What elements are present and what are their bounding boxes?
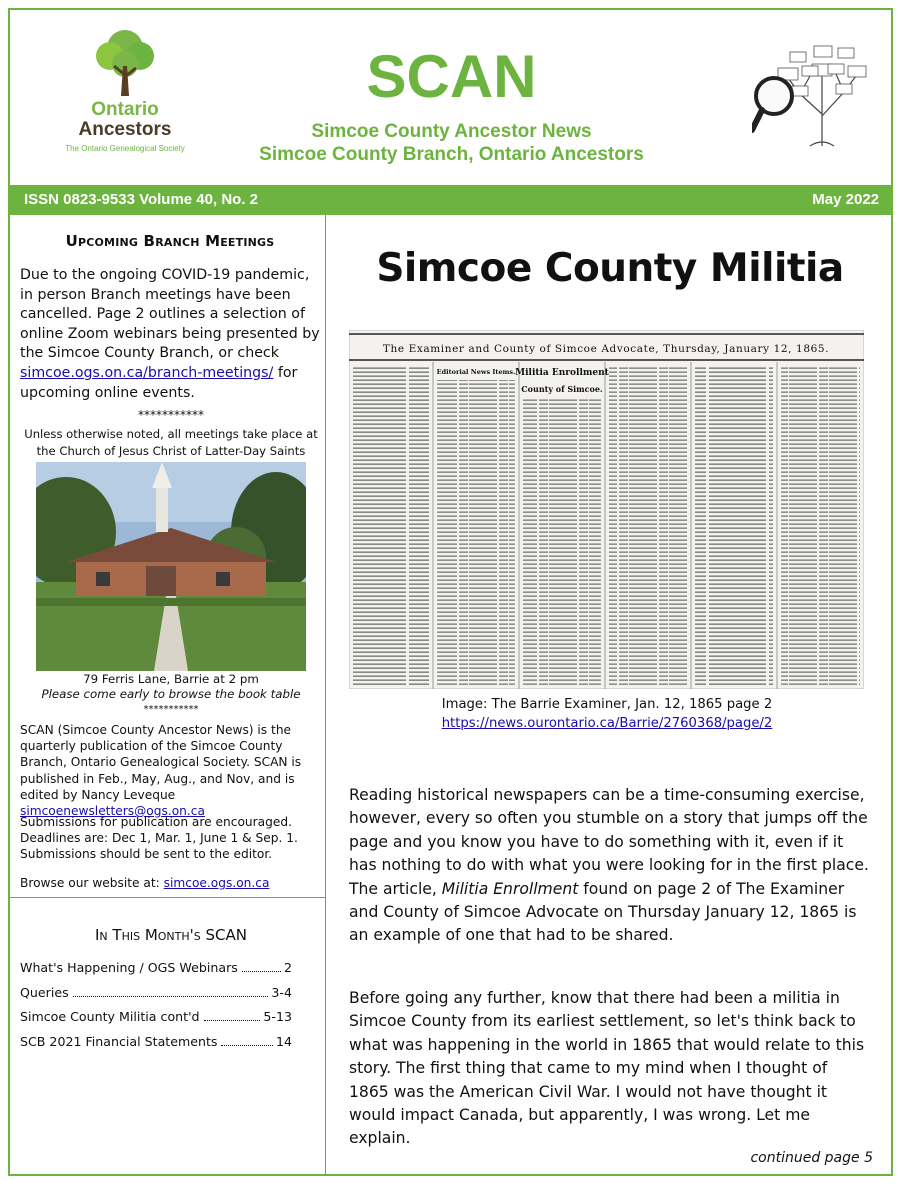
paragraph-text: found on page 2 of The Examiner and County of Simcoe Advocate on Thursday January 12, 1865 is an example of one that had to be shared. xyxy=(349,879,857,945)
toc-item[interactable] xyxy=(20,960,292,985)
church-address: 79 Ferris Lane, Barrie at 2 pm xyxy=(83,672,259,686)
image-caption xyxy=(348,695,866,733)
newspaper-masthead: The Examiner and County of Simcoe Advocate, Thursday, January 12, 1865. xyxy=(382,343,830,355)
continued-note: continued page 5 xyxy=(750,1150,873,1166)
website-link[interactable]: simcoe.ogs.on.ca xyxy=(163,876,270,890)
toc-item-title: SCB 2021 Financial Statements xyxy=(20,1033,218,1049)
toc-heading-text: In This Month's SCAN xyxy=(94,926,248,944)
article-title: Simcoe County Militia xyxy=(376,246,844,291)
website-label: Browse our website at: xyxy=(20,876,164,890)
logo-ontario-text: Ontario xyxy=(91,99,159,120)
meeting-location-note: Unless otherwise noted, all meetings take place at the Church of Jesus Christ of Latter-Day Saints xyxy=(24,427,318,458)
image-source-link[interactable]: https://news.ourontario.ca/Barrie/2760368/page/2 xyxy=(441,716,773,731)
church-photo xyxy=(36,462,306,671)
toc-item-title: Queries xyxy=(20,984,69,1000)
meetings-text: Due to the ongoing COVID-19 pandemic, in person Branch meetings have been cancelled. Page 2 outlines a selection of online Zoom webinars being presented by the Simcoe County Branch, or check xyxy=(20,267,320,362)
toc-item-title: Simcoe County Militia cont'd xyxy=(20,1009,200,1024)
meetings-heading xyxy=(20,232,320,250)
toc-leader xyxy=(204,1020,261,1021)
toc-leader xyxy=(242,971,281,972)
family-tree-magnifier-icon xyxy=(752,34,870,152)
toc-item[interactable] xyxy=(20,985,292,1010)
article-paragraph: Before going any further, know that there had been a militia in Simcoe County from its earliest settlement, so let's think back to what was happening in the world in 1865 that would relate to this story. The first thing that came to my mind when I thought of 1865 was the American Civil War. I would not have thought it would impact Canada, but apparently, I was wrong. Let me explain. xyxy=(349,989,865,1148)
branch-meetings-link[interactable]: simcoe.ogs.on.ca/branch-meetings/ xyxy=(20,364,274,381)
separator-stars-2: *********** xyxy=(143,704,199,715)
issue-date: May 2022 xyxy=(812,191,879,208)
newspaper-subsection-heading: County of Simcoe. xyxy=(521,384,603,394)
toc-item-page: 2 xyxy=(283,960,292,975)
toc-heading xyxy=(20,926,322,944)
toc-leader xyxy=(73,996,269,997)
toc-item-page: 14 xyxy=(275,1033,292,1049)
article-reference: Militia Enrollment xyxy=(441,879,579,898)
issn-volume: ISSN 0823-9533 Volume 40, No. 2 xyxy=(24,191,259,208)
sidebar-divider xyxy=(10,897,325,898)
toc-item-page: 3-4 xyxy=(271,984,292,1000)
newsletter-subtitle: Simcoe County Ancestor News xyxy=(311,121,592,142)
meetings-text-end: for upcoming online events. xyxy=(20,364,298,401)
image-caption-text: Image: The Barrie Examiner, Jan. 12, 1865 page 2 xyxy=(441,697,773,712)
toc-item-page: 5-13 xyxy=(263,1009,292,1024)
church-caption xyxy=(20,672,322,702)
toc-item-title: What's Happening / OGS Webinars xyxy=(20,960,238,975)
logo-society-text: The Ontario Genealogical Society xyxy=(65,144,185,153)
toc-item[interactable] xyxy=(20,1034,292,1059)
newspaper-section-heading: Militia Enrollment xyxy=(515,368,609,378)
issue-info-bar xyxy=(10,185,893,215)
paragraph-text: Reading historical newspapers can be a time-consuming exercise, however, every so often you stumble on a story that jumps off the page and you know you have to do something with it, even if it has nothing to do with what you were looking for in the first place. The article, xyxy=(349,786,869,898)
newsletter-title: SCAN xyxy=(366,43,537,110)
article-paragraph xyxy=(349,784,871,948)
newspaper-clipping-image xyxy=(349,330,864,689)
column-divider xyxy=(325,215,326,1176)
website-line xyxy=(20,876,322,890)
editor-email-link[interactable]: simcoenewsletters@ogs.on.ca xyxy=(20,804,205,819)
toc-item[interactable] xyxy=(20,1009,292,1034)
scan-description-text: SCAN (Simcoe County Ancestor News) is the quarterly publication of the Simcoe County Branch, Ontario Genealogical Society. SCAN is published in Feb., May, Aug., and Nov, and is edited by Nancy Leveque xyxy=(20,723,302,802)
separator-stars: *********** xyxy=(138,408,204,422)
branch-name: Simcoe County Branch, Ontario Ancestors xyxy=(259,144,644,165)
submissions-note: Submissions for publication are encouraged. Deadlines are: Dec 1, Mar. 1, June 1 & Sep. 1. Submissions should be sent to the editor. xyxy=(20,815,298,862)
meetings-body xyxy=(20,266,322,403)
book-table-note: Please come early to browse the book table xyxy=(41,687,301,701)
newspaper-editorial-heading: Editorial News Items. xyxy=(436,368,516,376)
toc-leader xyxy=(221,1045,273,1046)
logo-ancestors-text: Ancestors xyxy=(78,119,172,140)
scan-description xyxy=(20,722,322,819)
meetings-heading-text: Upcoming Branch Meetings xyxy=(65,232,275,250)
table-of-contents xyxy=(20,960,292,1058)
